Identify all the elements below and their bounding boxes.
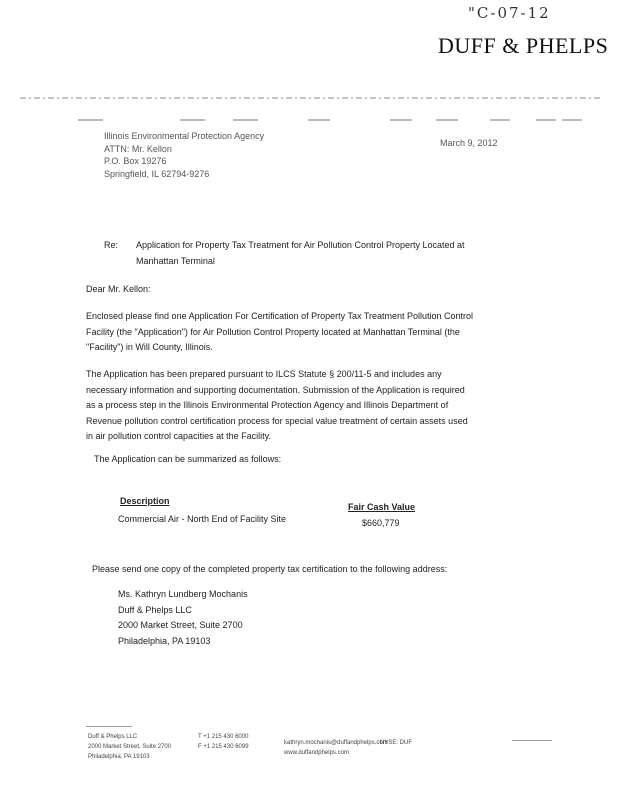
re-subject-line: Application for Property Tax Treatment for Air Pollution Control Property Located at <box>136 240 465 250</box>
footer-line: Duff & Phelps LLC <box>88 734 138 740</box>
recipient-line: ATTN: Mr. Kellon <box>104 143 172 154</box>
recipient-address <box>104 130 264 180</box>
footer-line: F +1 215 430 6099 <box>198 744 249 750</box>
re-subject <box>136 238 465 269</box>
footer-column-4 <box>380 738 412 748</box>
footer-line: T +1 215 430 6000 <box>198 734 249 740</box>
table-header-value: Fair Cash Value <box>348 502 416 512</box>
paragraph-line: in air pollution control capacities at the Facility. <box>86 431 271 441</box>
paragraph-line: "Facility") in Will County, Illinois. <box>86 342 213 352</box>
footer-line: kathryn.mochanis@duffandphelps.com <box>284 740 388 746</box>
footer-line: Philadelphia, PA 19103 <box>88 754 150 760</box>
footer-column-1 <box>88 732 171 762</box>
letter-date: March 9, 2012 <box>440 138 498 148</box>
paragraph-line: as a process step in the Illinois Environmental Protection Agency and Illinois Department of <box>86 400 449 410</box>
footer-line: www.duffandphelps.com <box>284 750 349 756</box>
paragraph-line: The Application has been prepared pursuant to ILCS Statute § 200/11-5 and includes any <box>86 369 442 379</box>
paragraph-2 <box>86 367 468 445</box>
address-line: Philadelphia, PA 19103 <box>118 635 211 646</box>
salutation: Dear Mr. Kellon: <box>86 284 151 294</box>
paragraph-1 <box>86 309 473 356</box>
footer-column-3 <box>284 738 388 758</box>
footer-column-2 <box>198 732 249 752</box>
re-subject-line: Manhattan Terminal <box>136 255 215 266</box>
footer-rule <box>512 740 552 741</box>
handwritten-note: "C-07-12 <box>468 4 551 22</box>
table-cell-description: Commercial Air - North End of Facility Site <box>118 514 287 524</box>
address-line: Ms. Kathryn Lundberg Mochanis <box>118 589 248 599</box>
footer-line: 2000 Market Street, Suite 2700 <box>88 744 172 750</box>
summary-intro: The Application can be summarized as follows: <box>94 454 282 464</box>
request-text: Please send one copy of the completed property tax certification to the following address: <box>92 564 448 574</box>
footer-line: NYSE: DUF <box>380 740 413 746</box>
return-address <box>118 587 248 649</box>
recipient-line: Springfield, IL 62794-9276 <box>104 168 210 179</box>
company-logo: DUFF & PHELPS <box>438 33 609 58</box>
re-label: Re: <box>104 240 119 250</box>
scan-rules <box>0 90 618 130</box>
table-cell-value: $660,779 <box>362 518 400 528</box>
paragraph-line: Revenue pollution control certification process for special value treatment of certain assets used <box>86 415 468 426</box>
paragraph-line: Facility (the "Application") for Air Pollution Control Property located at Manhattan Terminal (the <box>86 326 460 337</box>
recipient-line: Illinois Environmental Protection Agency <box>104 131 265 141</box>
table-header-description: Description <box>120 496 170 506</box>
recipient-line: P.O. Box 19276 <box>104 156 167 166</box>
address-line: Duff & Phelps LLC <box>118 604 192 615</box>
paragraph-line: necessary information and supporting documentation. Submission of the Application is required <box>86 384 465 395</box>
address-line: 2000 Market Street, Suite 2700 <box>118 620 243 630</box>
footer-rule <box>86 726 132 727</box>
paragraph-line: Enclosed please find one Application For Certification of Property Tax Treatment Pollution Control <box>86 311 474 321</box>
